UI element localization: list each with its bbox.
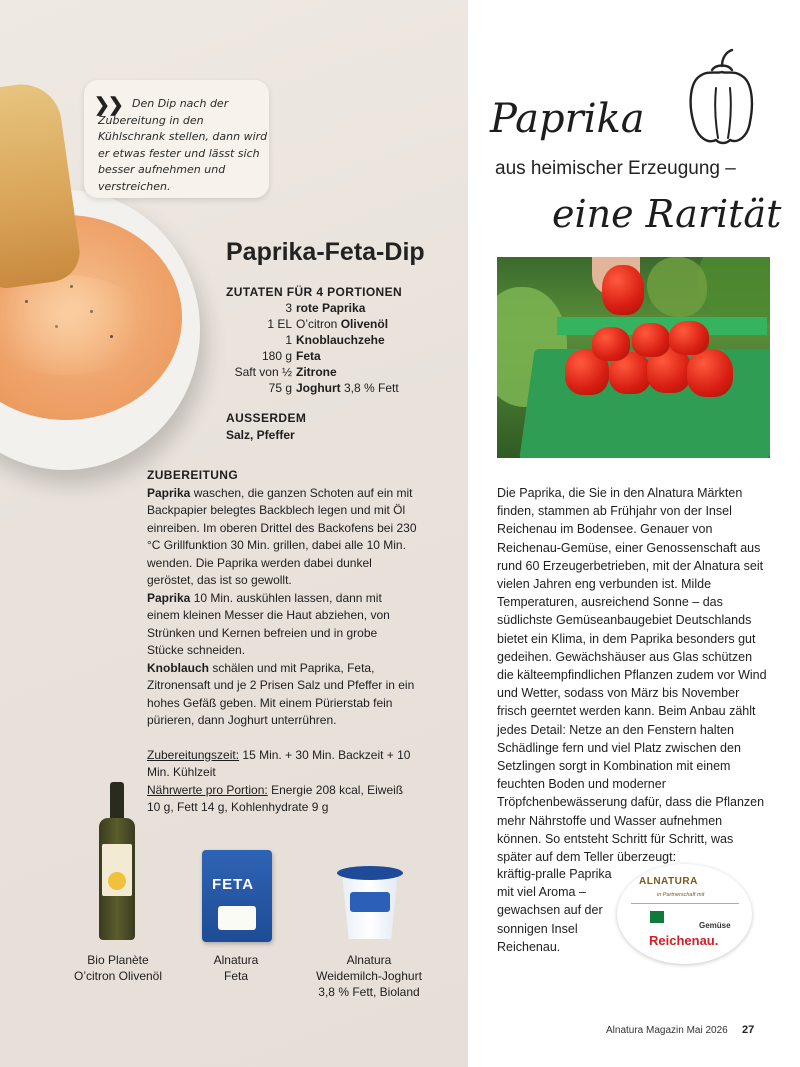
ingredient-row: Saft von ½ Zitrone — [234, 365, 337, 379]
olive-oil-bottle-image — [99, 782, 135, 940]
article-title-script-2: eine Rarität — [552, 192, 782, 236]
recipe-title: Paprika-Feta-Dip — [226, 238, 425, 266]
ingredient-row: 180 g Feta — [261, 349, 321, 363]
product-caption-feta: Alnatura Feta — [213, 953, 259, 983]
badge-partner: in Partnerschaft mit — [657, 892, 705, 898]
preparation-step: Paprika 10 Min. auskühlen lassen, dann mit einem kleinen Messer die Haut abziehen, von Strünken und Kernen befreien und in grobe Stücke schneiden. — [147, 590, 390, 657]
badge-gemuese: Gemüse — [699, 921, 731, 930]
badge-brand: ALNATURA — [639, 876, 698, 887]
nutrition-info: Nährwerte pro Portion: Energie 208 kcal, Eiweiß 10 g, Fett 14 g, Kohlenhydrate 9 g — [147, 782, 404, 814]
extras-value: Salz, Pfeffer — [226, 428, 295, 442]
double-chevron-icon: ❯❯ — [94, 95, 122, 116]
alnatura-reichenau-badge — [617, 864, 752, 964]
yoghurt-cup-image — [337, 866, 403, 942]
article-title-script: Paprika — [490, 96, 645, 142]
feta-package-image — [202, 850, 272, 942]
ingredient-row: 1 Knoblauchzehe — [285, 333, 385, 347]
prep-time: Zubereitungszeit: 15 Min. + 30 Min. Backzeit + 10 Min. Kühlzeit — [147, 747, 411, 779]
tip-text: Den Dip nach der Zubereitung in den Kühlschrank stellen, dann wird er etwas fester und lässt sich besser aufnehmen und verstreichen. — [98, 97, 268, 193]
article-body: Die Paprika, die Sie in den Alnatura Märkten finden, stammen ab Frühjahr von der Insel Reichenau im Bodensee. Genauer von Reichenau-Gemüse, einer Genossenschaft aus rund 60 Erzeugerbetrieben, mit der Alnatura seit vielen Jahren eng verbunden ist. Milde Temperaturen, ausreichend Sonne – das südlichste Gemüseanbaugebiet Deutschlands bietet ein Klima, in dem Paprika besonders gut gedeihen. Gewächshäuser aus Glas schützen die kälteempfindlichen Pflanzen zudem vor Wind und Wetter, sodass von März bis November frisch geerntet werden kann. Beim Anbau zählt jedes Detail: Netze an den Fenstern halten Schädlinge fern und viel Platz zwischen den Setzlingen sorgt in Kombination mit einem feuchten Boden und moderner Tröpfchenbewässerung dafür, dass die Pflanzen mehr Nährstoffe und Wasser aufnehmen können. So entsteht Schritt für Schritt, was später auf dem Teller überzeugt: — [497, 486, 767, 865]
badge-reichenau: Reichenau. — [649, 933, 719, 948]
ingredients-heading: ZUTATEN FÜR 4 PORTIONEN — [226, 285, 403, 299]
reichenau-logo-icon — [650, 911, 664, 923]
bread-slice-image — [0, 79, 83, 290]
preparation-step: Paprika waschen, die ganzen Schoten auf ein mit Backpapier belegtes Backblech legen und mit Öl einreiben. Im oberen Drittel des Backofens bei 230 °C Grillfunktion 30 Min. grillen, dabei alle 10 Min. wenden. Die Paprika werden dabei dunkel geröstet, das ist so gewollt. — [147, 485, 417, 587]
article-subtitle: aus heimischer Erzeugung – — [495, 158, 736, 179]
tip-box — [84, 80, 269, 198]
preparation-step: Knoblauch schälen und mit Paprika, Feta, Zitronensaft und je 2 Prisen Salz und Pfeffer in ein hohes Gefäß geben. Mit einem Pürierstab fein pürieren, dann Joghurt unterrühren. — [147, 660, 415, 727]
extras-heading: AUSSERDEM — [226, 411, 307, 425]
pepper-harvest-photo — [497, 257, 770, 458]
preparation-section — [147, 467, 417, 817]
ingredient-row: 75 g Joghurt 3,8 % Fett — [268, 381, 399, 395]
ingredient-row: 1 EL O’citron Olivenöl — [267, 317, 389, 331]
ingredient-row: 3 rote Paprika — [285, 301, 366, 315]
footer-magazine: Alnatura Magazin Mai 2026 — [606, 1025, 728, 1036]
page-number: 27 — [742, 1024, 755, 1036]
bell-pepper-icon — [686, 48, 756, 148]
feta-package-label: FETA — [212, 876, 255, 893]
article-body-tail: kräftig-pralle Paprika mit viel Aroma – gewachsen auf der sonnigen Insel Reichenau. — [497, 867, 612, 954]
preparation-heading: ZUBEREITUNG — [147, 468, 239, 482]
product-caption-oil: Bio Planète O’citron Olivenöl — [73, 953, 163, 983]
product-caption-yoghurt: Alnatura Weidemilch-Joghurt 3,8 % Fett, Bioland — [316, 953, 422, 999]
